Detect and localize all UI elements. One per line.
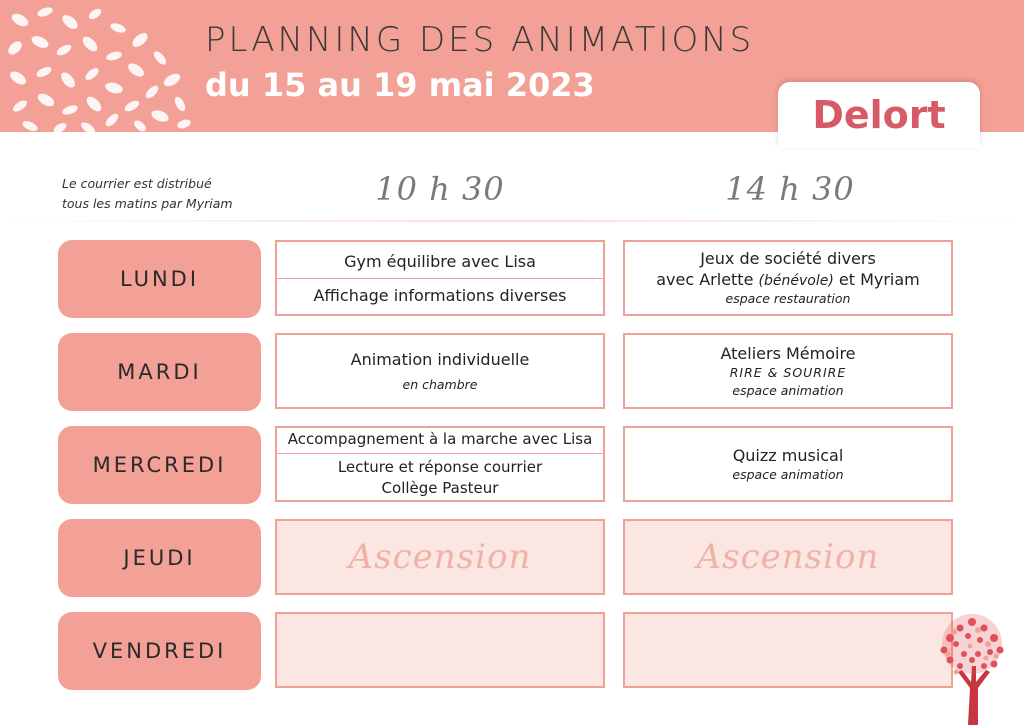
tree-icon <box>920 608 1024 725</box>
activity-line: Jeux de société divers <box>700 249 876 268</box>
activity-line: Affichage informations diverses <box>313 285 567 305</box>
activity-place: en chambre <box>402 376 478 392</box>
activity-line: Ateliers Mémoire <box>720 343 856 363</box>
holiday-label: Ascension <box>348 537 532 577</box>
activity-line: Quizz musical <box>732 445 844 465</box>
slot-separator <box>277 453 603 454</box>
slot-mardi-morning <box>275 333 605 409</box>
day-label-mercredi: MERCREDI <box>58 426 261 504</box>
slot-lundi-afternoon <box>623 240 953 316</box>
activity-line: Animation individuelle <box>350 349 530 369</box>
activity-line: Accompagnement à la marche avec Lisa <box>287 430 593 448</box>
activity-line: Gym équilibre avec Lisa <box>344 251 536 271</box>
slot-jeudi-afternoon <box>623 519 953 595</box>
slot-mercredi-morning <box>275 426 605 502</box>
mail-note-line-2: tous les matins par Myriam <box>62 196 233 211</box>
day-label-lundi: LUNDI <box>58 240 261 318</box>
activity-subtitle: RIRE & SOURIRE <box>729 364 847 380</box>
time-afternoon: 14 h 30 <box>725 170 855 208</box>
slot-mercredi-afternoon <box>623 426 953 502</box>
header-divider <box>0 220 1024 222</box>
slot-lundi-morning <box>275 240 605 316</box>
slot-mardi-afternoon <box>623 333 953 409</box>
day-label-vendredi: VENDREDI <box>58 612 261 690</box>
day-label-mardi: MARDI <box>58 333 261 411</box>
mail-note <box>62 174 233 214</box>
mail-note-line-1: Le courrier est distribué <box>62 176 212 191</box>
slot-vendredi-afternoon <box>623 612 953 688</box>
time-morning: 10 h 30 <box>375 170 505 208</box>
activity-place: espace animation <box>732 466 844 482</box>
activity-text: avec Arlette <box>656 270 759 289</box>
volunteer-note: (bénévole) <box>758 273 834 289</box>
slot-jeudi-morning <box>275 519 605 595</box>
holiday-label: Ascension <box>696 537 880 577</box>
site-badge: Delort <box>778 82 980 148</box>
leaf-pattern-icon <box>0 0 200 132</box>
activity-line <box>656 269 920 290</box>
page-subtitle: du 15 au 19 mai 2023 <box>205 66 595 104</box>
slot-vendredi-morning <box>275 612 605 688</box>
activity-text: et Myriam <box>833 270 920 289</box>
activity-line: Collège Pasteur <box>381 479 499 497</box>
slot-separator <box>277 278 603 279</box>
day-label-jeudi: JEUDI <box>58 519 261 597</box>
activity-place: espace restauration <box>725 291 851 306</box>
activity-place: espace animation <box>732 382 844 398</box>
activity-line: Lecture et réponse courrier <box>337 458 543 476</box>
page-title: PLANNING DES ANIMATIONS <box>205 20 755 60</box>
